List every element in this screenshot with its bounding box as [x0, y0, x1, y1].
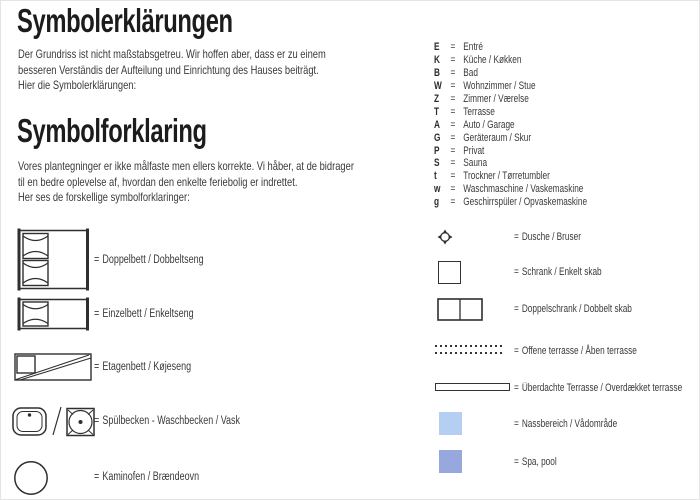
equals-sign: = [450, 53, 456, 66]
intro-da-line2: til en bedre oplevelse af, hvordan den enkelte feriebolig er indrettet. [18, 174, 298, 189]
open-terrace-icon [435, 345, 505, 354]
equals-sign: = [450, 79, 456, 92]
equals-sign: = [94, 254, 100, 266]
equals-sign: = [514, 345, 519, 357]
equals-sign: = [514, 418, 519, 430]
equals-sign: = [450, 157, 456, 170]
equals-sign: = [94, 471, 100, 483]
legend-label-cabinet: = Schrank / Enkelt skab [514, 266, 602, 278]
code-key: E [434, 41, 440, 53]
equals-sign: = [514, 303, 519, 315]
equals-sign: = [450, 131, 456, 144]
equals-sign: = [450, 144, 456, 157]
code-label: Sauna [463, 157, 488, 170]
intro-da-line1: Vores plantegninger er ikke målfaste men ellers korrekte. Vi håber, at de bidrager [18, 159, 354, 173]
code-label: Privat [463, 144, 485, 157]
code-row-privat [434, 145, 587, 158]
code-label: Bad [463, 66, 478, 79]
code-row-terrasse [434, 106, 587, 119]
legend-label-sink: = Spülbecken - Waschbecken / Vask [94, 415, 240, 427]
code-label: Auto / Garage [463, 118, 515, 131]
code-label: Geschirrspüler / Opvaskemaskine [463, 196, 588, 209]
single-cabinet-icon [438, 261, 461, 284]
intro-de-line1: Der Grundriss ist nicht maßstabsgetreu. Wir hoffen aber, dass er zu einem [18, 47, 326, 61]
equals-sign: = [514, 382, 519, 394]
legend-label-covered-terrace: = Überdachte Terrasse / Overdækket terrasse [514, 382, 683, 394]
code-label: Entré [463, 41, 483, 53]
heading-danish [17, 113, 280, 149]
code-label: Wohnzimmer / Stue [463, 79, 536, 92]
code-key: Z [434, 92, 440, 105]
legend-label-stove: = Kaminofen / Brændeovn [94, 471, 200, 483]
code-row-trockner [434, 170, 587, 183]
heading-german [17, 3, 317, 39]
equals-sign: = [450, 92, 456, 105]
code-row-zimmer [434, 93, 587, 106]
equals-sign: = [94, 415, 100, 427]
equals-sign: = [450, 183, 456, 196]
equals-sign: = [514, 266, 519, 278]
equals-sign: = [450, 196, 456, 209]
code-key: G [434, 131, 441, 144]
code-label: Trockner / Tørretumbler [463, 170, 550, 183]
code-row-waschmaschine [434, 183, 587, 196]
equals-sign: = [450, 41, 456, 53]
legend-label-shower: = Dusche / Bruser [514, 231, 581, 243]
code-key: S [434, 157, 440, 170]
equals-sign: = [450, 118, 456, 131]
code-label: Küche / Køkken [463, 53, 522, 66]
double-cabinet-icon [437, 298, 483, 321]
code-key: t [434, 170, 437, 183]
equals-sign: = [94, 361, 100, 373]
code-key: P [434, 144, 440, 157]
code-row-geschirrspueler [434, 196, 587, 209]
wet-area-swatch [439, 412, 462, 435]
code-row-auto [434, 119, 587, 132]
equals-sign: = [514, 231, 519, 243]
double-bed-icon [15, 228, 91, 291]
code-row-kueche [434, 54, 587, 67]
intro-de-line3: Hier die Symbolerklärungen: [18, 78, 137, 93]
code-row-bad [434, 67, 587, 80]
code-key: w [434, 183, 441, 196]
sink-icons [12, 405, 98, 437]
page-title-de: Symbolerklärungen [17, 2, 233, 39]
code-label: Terrasse [463, 105, 495, 118]
code-row-wohnzimmer [434, 80, 587, 93]
code-label: Zimmer / Værelse [463, 92, 529, 105]
code-label: Waschmaschine / Vaskemaskine [463, 183, 584, 196]
code-label: Geräteraum / Skur [463, 131, 532, 144]
code-key: K [434, 53, 440, 66]
page-title-da: Symbolforklaring [17, 112, 207, 149]
equals-sign: = [450, 66, 456, 79]
code-key: g [434, 196, 440, 209]
covered-terrace-icon [435, 383, 510, 391]
letter-code-list [434, 41, 587, 209]
wood-stove-icon [13, 460, 49, 496]
code-row-entre [434, 41, 587, 54]
equals-sign: = [94, 308, 100, 320]
code-row-sauna [434, 157, 587, 170]
legend-label-double-cabinet: = Doppelschrank / Dobbelt skab [514, 303, 632, 315]
legend-label-double-bed: = Doppelbett / Dobbeltseng [94, 254, 204, 266]
code-key: A [434, 118, 440, 131]
legend-label-single-bed: = Einzelbett / Enkeltseng [94, 308, 194, 320]
legend-label-spa-pool: = Spa, pool [514, 456, 557, 468]
code-key: T [434, 105, 440, 118]
intro-de-line2: besseren Verständis der Aufteilung und Einrichtung des Hauses beiträgt. [18, 62, 319, 77]
code-key: B [434, 66, 440, 79]
single-bed-icon [15, 297, 91, 331]
intro-german [18, 47, 326, 94]
equals-sign: = [450, 105, 456, 118]
code-key: W [434, 79, 442, 92]
code-row-geraeteraum [434, 132, 587, 145]
spa-pool-swatch [439, 450, 462, 473]
legend-label-wet-area: = Nassbereich / Vådområde [514, 418, 618, 430]
equals-sign: = [450, 170, 456, 183]
intro-da-line3: Her ses de forskellige symbolforklaringer: [18, 190, 190, 205]
legend-label-open-terrace: = Offene terrasse / Åben terrasse [514, 345, 637, 357]
bunk-bed-icon [14, 352, 92, 382]
legend-label-bunk-bed: = Etagenbett / Køjeseng [94, 361, 192, 373]
intro-danish [18, 159, 354, 206]
shower-icon [437, 229, 453, 245]
equals-sign: = [514, 456, 519, 468]
